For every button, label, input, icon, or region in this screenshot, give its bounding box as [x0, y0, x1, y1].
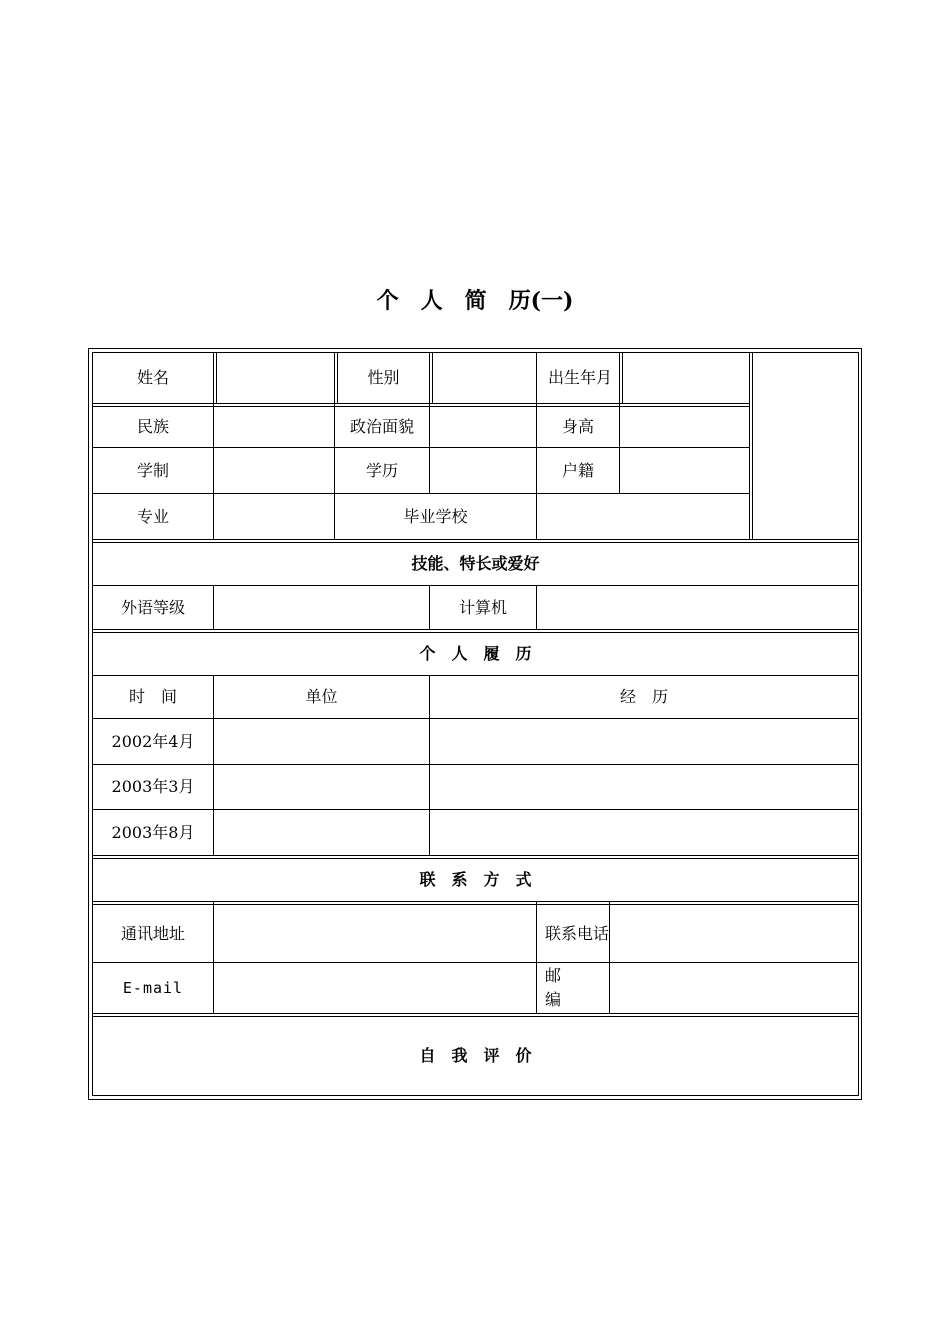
label-phone: 联系电话 — [545, 923, 610, 943]
col-unit: 单位 — [305, 687, 338, 706]
label-birth: 出生年月 — [547, 368, 612, 387]
field-school[interactable] — [537, 494, 749, 539]
field-height[interactable] — [620, 407, 749, 447]
history-row-exp[interactable] — [430, 719, 858, 764]
label-language: 外语等级 — [120, 597, 185, 617]
field-email[interactable] — [214, 963, 536, 1013]
history-row-time: 2002年4月 — [111, 731, 195, 751]
field-gender[interactable] — [433, 353, 536, 403]
field-birth[interactable] — [623, 353, 749, 403]
label-major: 专业 — [136, 506, 169, 526]
field-education[interactable] — [430, 448, 536, 493]
label-name: 姓名 — [136, 368, 169, 387]
history-row-time: 2003年8月 — [111, 822, 195, 842]
field-major[interactable] — [214, 494, 334, 539]
label-political: 政治面貌 — [349, 417, 414, 436]
field-address[interactable] — [214, 905, 536, 962]
photo-box[interactable] — [753, 353, 858, 539]
label-ethnicity: 民族 — [136, 417, 169, 436]
label-email: E-mail — [122, 979, 184, 997]
history-row-unit[interactable] — [214, 810, 429, 855]
label-education: 学历 — [365, 460, 398, 480]
history-row-exp[interactable] — [430, 765, 858, 809]
label-zip: 邮编 — [545, 966, 562, 1009]
label-computer: 计算机 — [458, 597, 507, 617]
history-row-unit[interactable] — [214, 719, 429, 764]
field-zip[interactable] — [610, 963, 858, 1013]
col-time: 时 间 — [128, 687, 177, 706]
field-language[interactable] — [214, 586, 429, 629]
field-name[interactable] — [217, 353, 334, 403]
section-self-evaluation-header: 自 我 评 价 — [419, 1046, 532, 1065]
field-computer[interactable] — [537, 586, 858, 629]
field-schooling[interactable] — [214, 448, 334, 493]
field-household[interactable] — [620, 448, 749, 493]
section-skills-header: 技能、特长或爱好 — [411, 554, 540, 573]
history-row-unit[interactable] — [214, 765, 429, 809]
label-address: 通讯地址 — [120, 923, 185, 943]
label-height: 身高 — [561, 417, 594, 436]
history-row-exp[interactable] — [430, 810, 858, 855]
field-phone[interactable] — [610, 905, 858, 962]
resume-table — [88, 348, 862, 1100]
section-contact-header: 联 系 方 式 — [419, 870, 532, 889]
label-household: 户籍 — [561, 460, 594, 480]
history-row-time: 2003年3月 — [111, 777, 195, 796]
label-school: 毕业学校 — [403, 506, 468, 526]
col-experience: 经 历 — [619, 687, 668, 706]
field-political[interactable] — [430, 407, 536, 447]
label-schooling: 学制 — [136, 460, 169, 480]
page-title: 个 人 简 历(一) — [376, 288, 574, 314]
label-gender: 性别 — [367, 368, 400, 387]
field-ethnicity[interactable] — [214, 407, 334, 447]
section-history-header: 个 人 履 历 — [419, 644, 532, 663]
